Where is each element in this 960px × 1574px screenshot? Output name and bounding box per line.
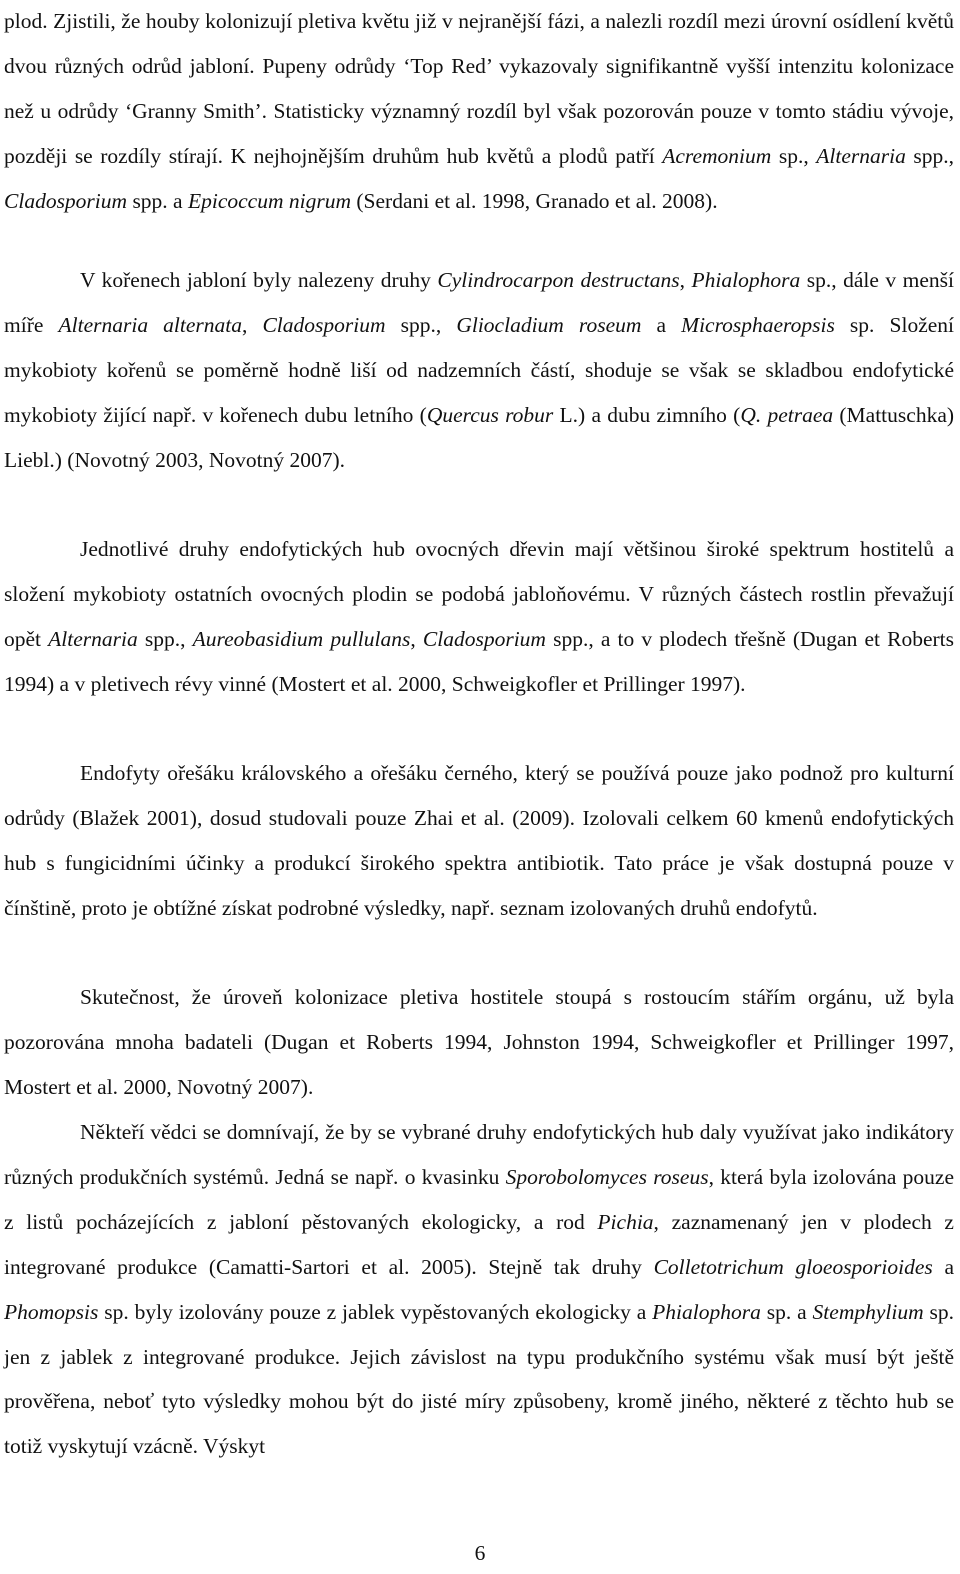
paragraph-6: Někteří vědci se domnívají, že by se vybrané druhy endofytických hub daly využívat jako indikátory různých produkčních systémů. Jedná se např. o kvasinku Sporobolomyces roseus, která byla izolována pouze z listů pocházejících z jabloní pěstovaných ekologicky, a rod Pichia, zaznamenaný jen v plodech z integrované produkce (Camatti-Sartori et al. 2005). Stejně tak druhy Colletotrichum gloeosporioides a Phomopsis sp. byly izolovány pouze z jablek vypěstovaných ekologicky a Phialophora sp. a Stemphylium sp. jen z jablek z integrované produkce. Jejich závislost na typu produkčního systému však musí být ještě prověřena, neboť tyto výsledky mohou být do jisté míry způsobeny, kromě jiného, některé z těchto hub se totiž vyskytují vzácně. Výskyt	[4, 1120, 954, 1459]
paragraph-3: Jednotlivé druhy endofytických hub ovocných dřevin mají většinou široké spektrum hostitelů a složení mykobioty ostatních ovocných plodin se podobá jabloňovému. V různých částech rostlin převažují opět Alternaria spp., Aureobasidium pullulans, Cladosporium spp., a to v plodech třešně (Dugan et Roberts 1994) a v pletivech révy vinné (Mostert et al. 2000, Schweigkofler et Prillinger 1997).	[4, 537, 955, 696]
paragraph-4: Endofyty ořešáku královského a ořešáku černého, který se používá pouze jako podnož pro kulturní odrůdy (Blažek 2001), dosud studovali pouze Zhai et al. (2009). Izolovali celkem 60 kmenů endofytických hub s fungicidními účinky a produkcí širokého spektra antibiotik. Tato práce je však dostupná pouze v čínštině, proto je obtížné získat podrobné výsledky, např. seznam izolovaných druhů endofytů.	[4, 761, 954, 920]
paragraph-5: Skutečnost, že úroveň kolonizace pletiva hostitele stoupá s rostoucím stářím orgánu, už byla pozorována mnoha badateli (Dugan et Roberts 1994, Johnston 1994, Schweigkofler et Prillinger 1997, Mostert et al. 2000, Novotný 2007).	[4, 985, 954, 1099]
paragraph-2: V kořenech jabloní byly nalezeny druhy Cylindrocarpon destructans, Phialophora sp., dále v menší míře Alternaria alternata, Cladosporium spp., Gliocladium roseum a Microsphaeropsis sp. Složení mykobioty kořenů se poměrně hodně liší od nadzemních částí, shoduje se však se skladbou endofytické mykobioty žijící např. v kořenech dubu letního (Quercus robur L.) a dubu zimního (Q. petraea (Mattuschka) Liebl.) (Novotný 2003, Novotný 2007).	[4, 268, 955, 472]
paragraph-1: plod. Zjistili, že houby kolonizují pletiva květu již v nejranější fázi, a nalezli rozdíl mezi úrovní osídlení květů dvou různých odrůd jabloní. Pupeny odrůdy ‘Top Red’ vykazovaly signifikantně vyšší intenzitu kolonizace než u odrůdy ‘Granny Smith’. Statisticky významný rozdíl byl však pozorován pouze v tomto stádiu vývoje, později se rozdíly stírají. K nejhojnějším druhům hub květů a plodů patří Acremonium sp., Alternaria spp., Cladosporium spp. a Epicoccum nigrum (Serdani et al. 1998, Granado et al. 2008).	[4, 9, 954, 213]
page-number: 6	[474, 1541, 486, 1565]
